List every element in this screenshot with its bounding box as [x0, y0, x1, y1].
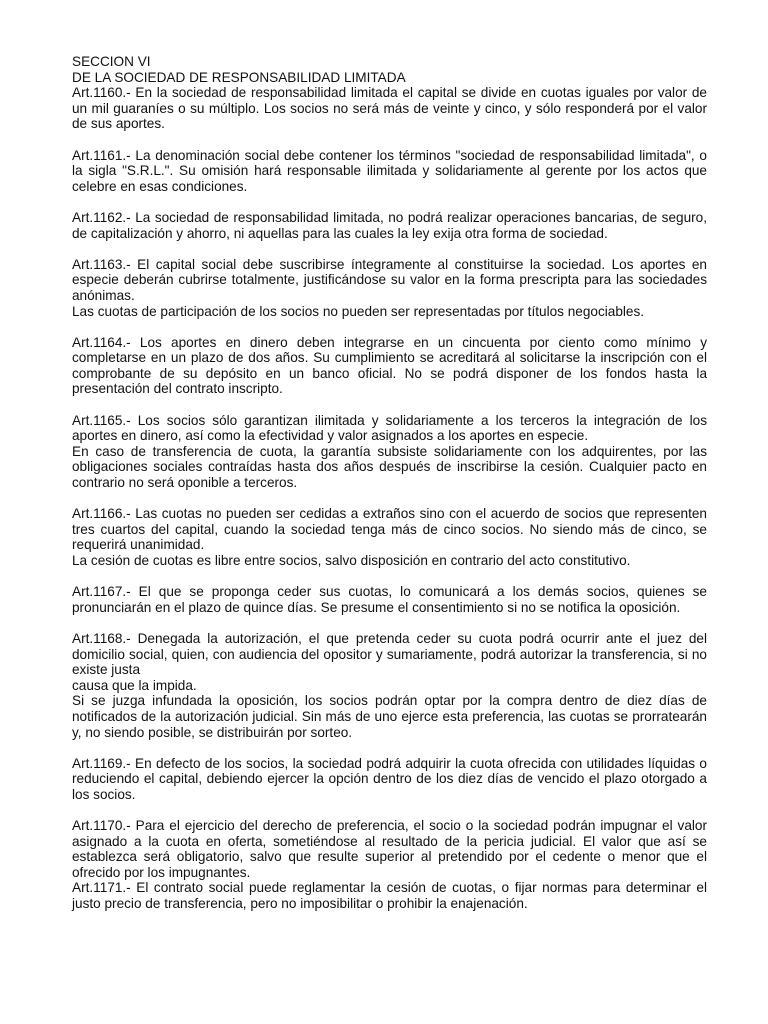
article-1166-paragraph-2: La cesión de cuotas es libre entre socios, salvo disposición en contrario del acto constitutivo. [72, 553, 631, 568]
paragraph-gap [72, 491, 707, 507]
article-1168-paragraph-2: causa que la impida. [72, 677, 197, 693]
article-1162: Art.1162.- La sociedad de responsabilidad limitada, no podrá realizar operaciones bancarias, de seguro, de capitalización y ahorro, ni aquellas para las cuales la ley exija otra forma de sociedad. [72, 209, 707, 241]
paragraph-gap [72, 132, 707, 148]
article-1170: Art.1170.- Para el ejercicio del derecho de preferencia, el socio o la sociedad podrán impugnar el valor asignado a la cuota en oferta, sometiéndose al resultado de la pericia judicial. El valor que así se establezca será obligatorio, salvo que resulte superior al pretendido por el cedente o menor que el ofrecido por los impugnantes. [72, 818, 707, 880]
paragraph-gap [72, 319, 707, 335]
article-1167: Art.1167.- El que se proponga ceder sus cuotas, lo comunicará a los demás socios, quienes se pronunciarán en el plazo de quince días. Se presume el consentimiento si no se notifica la oposición. [72, 584, 707, 615]
article-1161: Art.1161.- La denominación social debe contener los términos "sociedad de responsabilidad limitada", o la sigla "S.R.L.". Su omisión hará responsable ilimitada y solidariamente al gerente por los actos que celebre en esas condiciones. [72, 147, 707, 194]
article-1164: Art.1164.- Los aportes en dinero deben integrarse en un cincuenta por ciento como mínimo y completarse en un plazo de dos años. Su cumplimiento se acreditará al solicitarse la inscripción con el comprobante de su depósito en un banco oficial. No se podrá disponer de los fondos hasta la presentación del contrato inscripto. [72, 334, 707, 397]
article-1168: Art.1168.- Denegada la autorización, el que pretenda ceder su cuota podrá ocurrir ante el juez del domicilio social, quien, con audiencia del opositor y sumariamente, podrá autorizar la transferencia, si no existe justa [72, 630, 707, 678]
section-number: SECCION VI [72, 54, 151, 69]
article-1169: Art.1169.- En defecto de los socios, la sociedad podrá adquirir la cuota ofrecida con utilidades líquidas o reduciendo el capital, debiendo ejercer la opción dentro de los diez días de vencido el plazo otorgado a los socios. [72, 755, 707, 802]
article-1163: Art.1163.- El capital social debe suscribirse íntegramente al constituirse la sociedad. Los aportes en especie deberán cubrirse totalmente, justificándose su valor en la forma prescripta para las sociedades anónimas. [72, 256, 707, 303]
paragraph-gap [72, 569, 707, 585]
paragraph-gap [72, 615, 707, 631]
article-1171: Art.1171.- El contrato social puede reglamentar la cesión de cuotas, o fijar normas para determinar el justo precio de transferencia, pero no imposibilitar o prohibir la enajenación. [72, 880, 707, 912]
document-page [72, 54, 707, 912]
paragraph-gap [72, 740, 707, 756]
paragraph-gap [72, 241, 707, 257]
article-1165: Art.1165.- Los socios sólo garantizan ilimitada y solidariamente a los terceros la integración de los aportes en dinero, así como la efectividad y valor asignados a los aportes en especie. [72, 412, 707, 444]
article-1166: Art.1166.- Las cuotas no pueden ser cedidas a extraños sino con el acuerdo de socios que representen tres cuartos del capital, cuando la sociedad tenga más de cinco socios. No siendo más de cinco, se requerirá unanimidad. [72, 506, 707, 553]
paragraph-gap [72, 397, 707, 413]
article-1165-paragraph-2: En caso de transferencia de cuota, la garantía subsiste solidariamente con los adquirentes, por las obligaciones sociales contraídas hasta dos años después de inscribirse la cesión. Cualquier pacto en contrario no será oponible a terceros. [72, 443, 707, 491]
paragraph-gap [72, 803, 707, 819]
section-title: DE LA SOCIEDAD DE RESPONSABILIDAD LIMITADA [72, 69, 406, 85]
paragraph-gap [72, 194, 707, 210]
article-1163-paragraph-2: Las cuotas de participación de los socios no pueden ser representadas por títulos negociables. [72, 303, 645, 319]
article-1160: Art.1160.- En la sociedad de responsabilidad limitada el capital se divide en cuotas iguales por valor de un mil guaraníes o su múltiplo. Los socios no será más de veinte y cinco, y sólo responderá por el valor de sus aportes. [72, 85, 707, 132]
article-1168-paragraph-3: Si se juzga infundada la oposición, los socios podrán optar por la compra dentro de diez días de notificados de la autorización judicial. Sin más de uno ejerce esta preferencia, las cuotas se prorratearán y, no siendo posible, se distribuirán por sorteo. [72, 693, 707, 740]
